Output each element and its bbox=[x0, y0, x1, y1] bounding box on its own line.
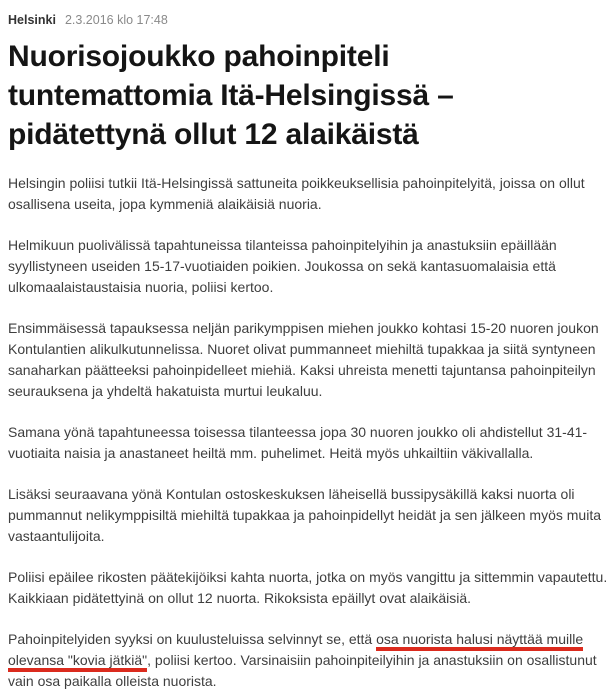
paragraph-text-before-annotation: Pahoinpitelyiden syyksi on kuulusteluissa selvinnyt se, että bbox=[8, 631, 377, 647]
paragraph-text-after-annotation: , poliisi kertoo. Varsinaisiin pahoinpiteilyihin ja anastuksiin on osallistunut vain osa paikalla olleista nuorista. bbox=[8, 652, 597, 689]
article-headline: Nuorisojoukko pahoinpiteli tuntemattomia Itä-Helsingissä – pidätettynä ollut 12 alaikäistä bbox=[8, 40, 454, 151]
article-paragraph-3: Ensimmäisessä tapauksessa neljän parikymppisen miehen joukko kohtasi 15-20 nuoren joukon Kontulantien alikulkutunnelissa. Nuoret olivat pummanneet miehiltä tupakkaa ja siitä syntyneen sanaharkan päätteeksi pahoinpidelleet miehiä. Kaksi uhreista menetti tajuntansa pahoinpiteilyn seurauksena ja yhdeltä hakatuista murtui leukaluu. bbox=[8, 320, 599, 399]
article-timestamp: 2.3.2016 klo 17:48 bbox=[64, 13, 168, 27]
article-paragraph-7 bbox=[8, 629, 608, 692]
article-paragraph-6: Poliisi epäilee rikosten päätekijöiksi kahta nuorta, jotka on myös vangittu ja sittemmin vapautettu. Kaikkiaan pidätettyinä on ollut 12 nuorta. Rikoksista epäillyt ovat alaikäisiä. bbox=[8, 569, 608, 606]
article-body bbox=[8, 173, 608, 692]
article-paragraph-5: Lisäksi seuraavana yönä Kontulan ostoskeskuksen läheisellä bussipysäkillä kaksi nuorta oli pummannut nelikymppisiltä miehiltä tupakkaa ja pahoinpidellyt heidät ja sen jälkeen myös muita vastaantulijoita. bbox=[8, 486, 601, 544]
article-paragraph-4: Samana yönä tapahtuneessa toisessa tilanteessa jopa 30 nuoren joukko oli ahdistellut 31-41-vuotiaita naisia ja anastaneet heiltä mm. puhelimet. Heitä myös uhkailtiin väkivallalla. bbox=[8, 424, 588, 461]
red-underline-annotation: osa nuorista halusi näyttää muille olevansa "kovia jätkiä" bbox=[8, 631, 583, 672]
article-paragraph-2: Helmikuun puolivälissä tapahtuneissa tilanteissa pahoinpitelyihin ja anastuksiin epäillään syyllistyneen useiden 15-17-vuotiaiden poikien. Joukossa on sekä kantasuomalaisia että ulkomaalaistaustaisia nuoria, poliisi kertoo. bbox=[8, 237, 557, 295]
article-paragraph-1: Helsingin poliisi tutkii Itä-Helsingissä sattuneita poikkeuksellisia pahoinpitelyitä, joissa on ollut osallisena useita, jopa kymmeniä alaikäisiä nuoria. bbox=[8, 175, 585, 212]
article-category: Helsinki bbox=[8, 13, 56, 27]
article-meta bbox=[8, 12, 608, 28]
